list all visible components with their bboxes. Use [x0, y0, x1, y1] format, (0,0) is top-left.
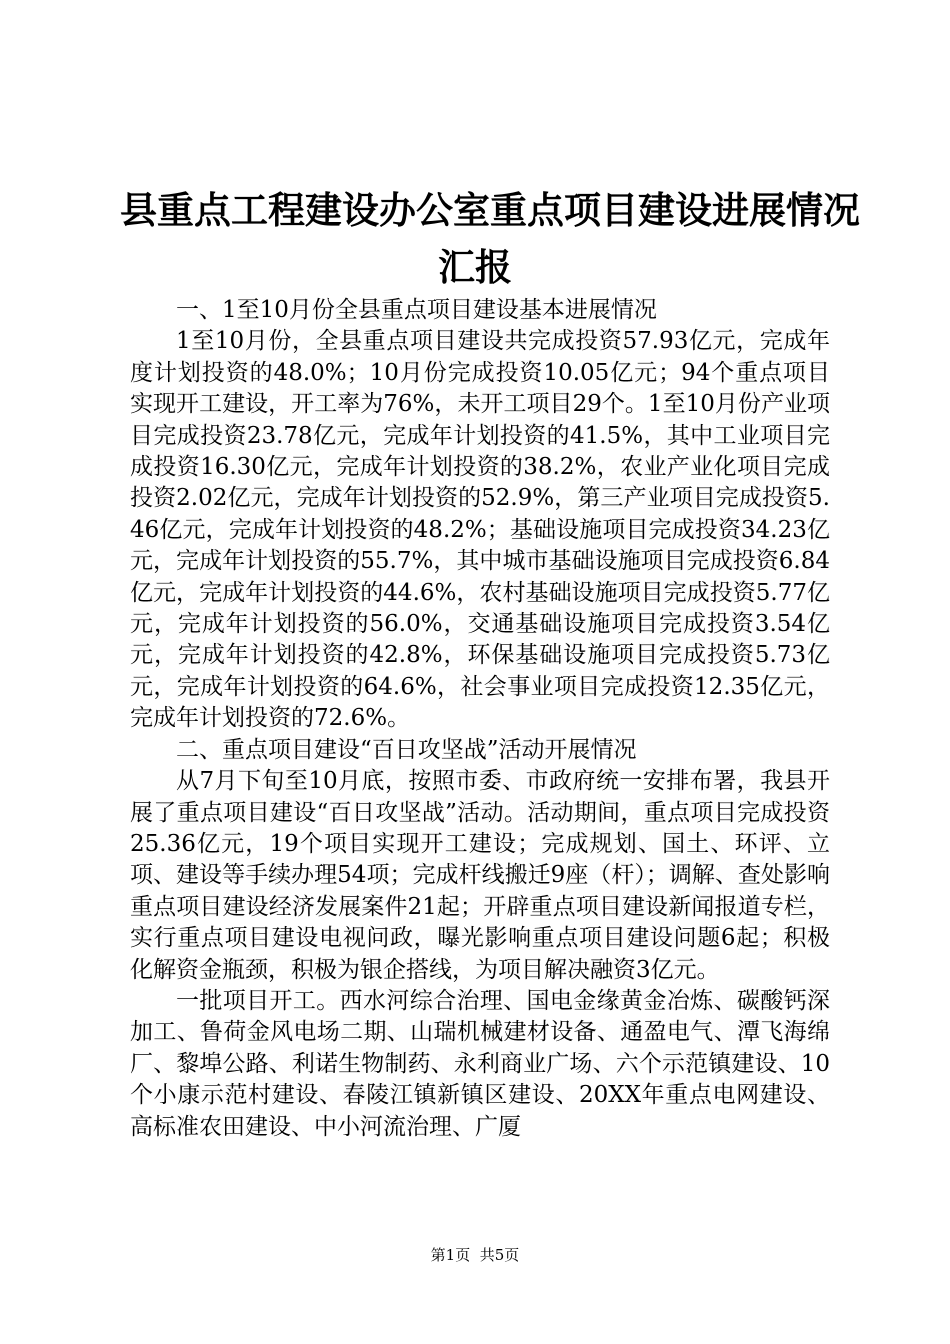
page-number: 第1页	[430, 1246, 471, 1264]
section-heading-2: 二、重点项目建设“百日攻坚战”活动开展情况	[176, 736, 637, 763]
body-paragraph-2: 从7月下旬至10月底，按照市委、市政府统一安排布署，我县开展了重点项目建设“百日攻坚战”活动。活动期间，重点项目完成投资25.36亿元，19个项目实现开工建设；完成规划、国土、环评、立项、建设等手续办理54项；完成杆线搬迁9座（杆）；调解、查处影响重点项目建设经济发展案件21起；开辟重点项目建设新闻报道专栏，实行重点项目建设电视问政，曝光影响重点项目建设问题6起；积极化解资金瓶颈，积极为银企搭线，为项目解决融资3亿元。	[130, 768, 830, 983]
document-title-line-2: 汇报	[438, 246, 512, 289]
body-paragraph-3: 一批项目开工。西水河综合治理、国电金缘黄金冶炼、碳酸钙深加工、鲁荷金风电场二期、山瑞机械建材设备、通盈电气、潭飞海绵厂、黎埠公路、利诺生物制药、永利商业广场、六个示范镇建设、10个小康示范村建设、春陵江镇新镇区建设、20XX年重点电网建设、高标准农田建设、中小河流治理、广厦	[130, 987, 830, 1140]
page-footer	[0, 1245, 950, 1265]
document-title-line-1: 县重点工程建设办公室重点项目建设进展情况	[120, 189, 860, 232]
page-total: 共5页	[479, 1246, 520, 1264]
document-body	[130, 295, 830, 1143]
body-paragraph-1: 1至10月份，全县重点项目建设共完成投资57.93亿元，完成年度计划投资的48.0%；10月份完成投资10.05亿元；94个重点项目实现开工建设，开工率为76%，未开工项目29个。1至10月份产业项目完成投资23.78亿元，完成年计划投资的41.5%，其中工业项目完成投资16.30亿元，完成年计划投资的38.2%，农业产业化项目完成投资2.02亿元，完成年计划投资的52.9%，第三产业项目完成投资5.46亿元，完成年计划投资的48.2%；基础设施项目完成投资34.23亿元，完成年计划投资的55.7%，其中城市基础设施项目完成投资6.84亿元，完成年计划投资的44.6%，农村基础设施项目完成投资5.77亿元，完成年计划投资的56.0%，交通基础设施项目完成投资3.54亿元，完成年计划投资的42.8%，环保基础设施项目完成投资5.73亿元，完成年计划投资的64.6%，社会事业项目完成投资12.35亿元，完成年计划投资的72.6%。	[130, 328, 830, 732]
section-heading-1: 一、1至10月份全县重点项目建设基本进展情况	[176, 297, 657, 323]
